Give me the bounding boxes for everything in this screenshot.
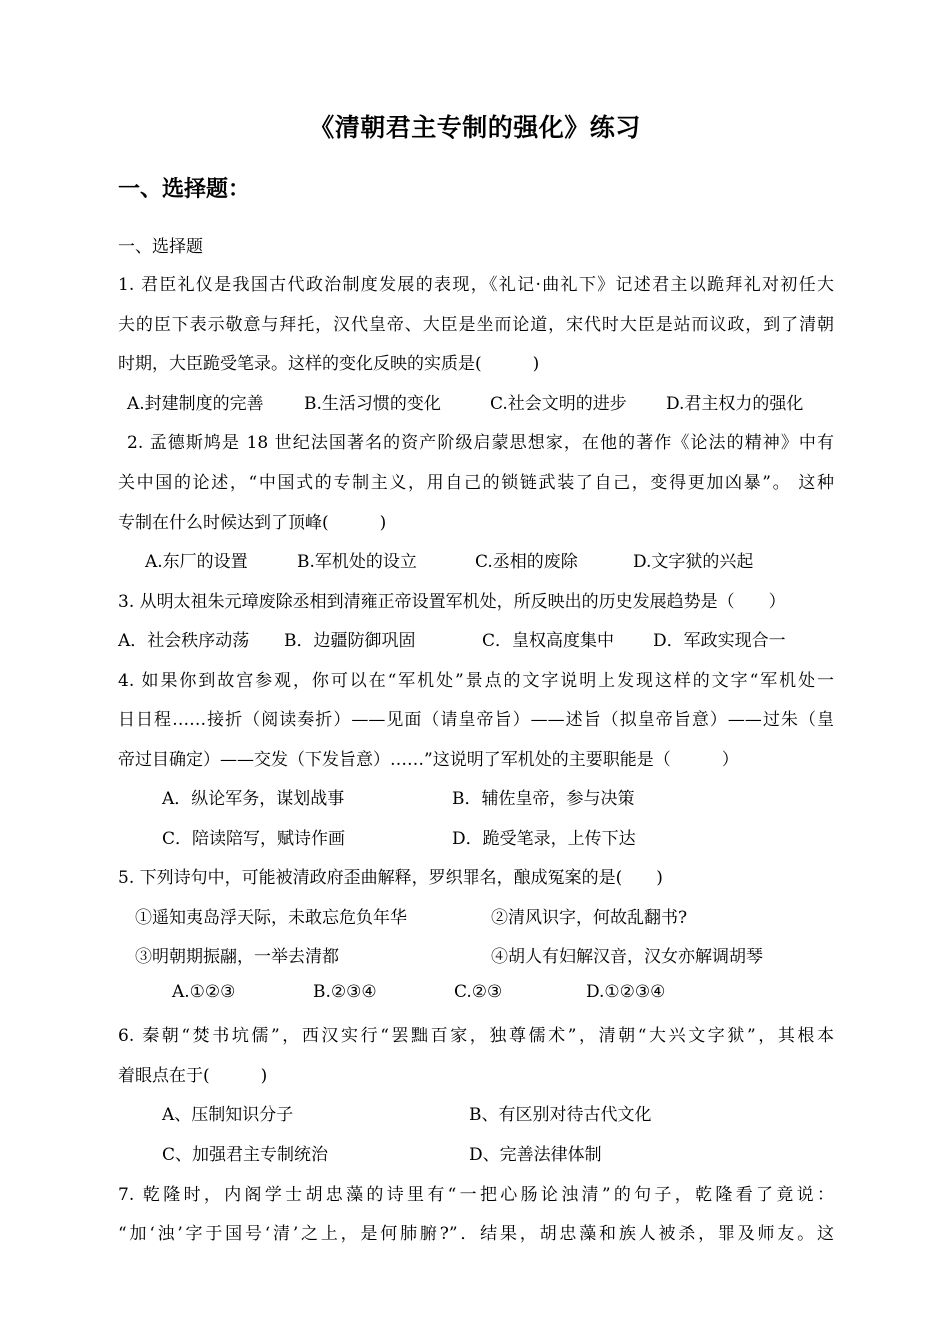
q4-line-2: 日日程……接折（阅读奏折）——见面（请皇帝旨）——述旨（拟皇帝旨意）——过朱（皇 bbox=[118, 710, 834, 730]
q6-line-1: 6. 秦朝“焚书坑儒”，西汉实行“罢黜百家，独尊儒术”，清朝“大兴文字狱”，其根本 bbox=[118, 1026, 834, 1046]
section-heading: 一、选择题： bbox=[118, 176, 251, 202]
q1-option-d: D.君主权力的强化 bbox=[666, 394, 804, 414]
q1-option-a: A.封建制度的完善 bbox=[127, 394, 264, 414]
q6-line-2: 着眼点在于( ) bbox=[118, 1066, 268, 1086]
q4-line-1: 4. 如果你到故宫参观，你可以在“军机处”景点的文字说明上发现这样的文字“军机处一 bbox=[118, 671, 834, 691]
page-title: 《清朝君主专制的强化》练习 bbox=[309, 113, 641, 142]
q3-option-c: C．皇权高度集中 bbox=[482, 631, 615, 651]
q5-option-b: B.②③④ bbox=[313, 982, 377, 1002]
q2-option-b: B.军机处的设立 bbox=[297, 552, 417, 572]
q5-poem-4: ④胡人有妇解汉音，汉女亦解调胡琴 bbox=[491, 947, 763, 967]
q2-option-a: A.东厂的设置 bbox=[145, 552, 248, 572]
sub-heading: 一、选择题 bbox=[118, 237, 203, 257]
q6-option-c: C、加强君主专制统治 bbox=[162, 1145, 329, 1165]
q5-line-1: 5. 下列诗句中，可能被清政府歪曲解释，罗织罪名，酿成冤案的是( ) bbox=[118, 868, 663, 888]
q2-line-1: 2. 孟德斯鸠是 18 世纪法国著名的资产阶级启蒙思想家，在他的著作《论法的精神》中有 bbox=[127, 433, 834, 453]
q2-option-d: D.文字狱的兴起 bbox=[633, 552, 754, 572]
q4-line-3: 帝过目确定）——交发（下发旨意）……”这说明了军机处的主要职能是（ ） bbox=[118, 750, 739, 770]
q2-line-3: 专制在什么时候达到了顶峰( ) bbox=[118, 513, 387, 533]
q1-option-c: C.社会文明的进步 bbox=[490, 394, 627, 414]
q3-option-d: D．军政实现合一 bbox=[653, 631, 786, 651]
q4-option-d: D．跪受笔录，上传下达 bbox=[452, 829, 636, 849]
q1-line-3: 时期，大臣跪受笔录。这样的变化反映的实质是( ) bbox=[118, 354, 540, 374]
q5-poem-2: ②清风识字，何故乱翻书? bbox=[491, 908, 688, 928]
q4-option-b: B．辅佐皇帝，参与决策 bbox=[452, 789, 635, 809]
q5-poem-3: ③明朝期振翮，一举去清都 bbox=[135, 947, 339, 967]
q1-line-1: 1. 君臣礼仪是我国古代政治制度发展的表现，《礼记·曲礼下》记述君主以跪拜礼对初任大 bbox=[118, 275, 834, 295]
q6-option-d: D、完善法律体制 bbox=[469, 1145, 602, 1165]
q7-line-2: “加‘浊’字于国号‘清’之上，是何肺腑?”．结果，胡忠藻和族人被杀，罪及师友。这 bbox=[118, 1224, 834, 1244]
q3-option-b: B．边疆防御巩固 bbox=[284, 631, 416, 651]
q5-option-d: D.①②③④ bbox=[586, 982, 666, 1002]
q5-option-a: A.①②③ bbox=[172, 982, 236, 1002]
q2-option-c: C.丞相的废除 bbox=[475, 552, 578, 572]
q4-option-c: C．陪读陪写，赋诗作画 bbox=[162, 829, 346, 849]
q6-option-b: B、有区别对待古代文化 bbox=[469, 1105, 652, 1125]
q3-option-a: A．社会秩序动荡 bbox=[118, 631, 250, 651]
q7-line-1: 7. 乾隆时，内阁学士胡忠藻的诗里有“一把心肠论浊清”的句子，乾隆看了竟说： bbox=[118, 1185, 834, 1205]
q1-line-2: 夫的臣下表示敬意与拜托，汉代皇帝、大臣是坐而论道，宋代时大臣是站而议政，到了清朝 bbox=[118, 315, 834, 335]
q5-poem-1: ①遥知夷岛浮天际，未敢忘危负年华 bbox=[135, 908, 407, 928]
q3-line-1: 3. 从明太祖朱元璋废除丞相到清雍正帝设置军机处，所反映出的历史发展趋势是（ ） bbox=[118, 592, 786, 612]
q1-option-b: B.生活习惯的变化 bbox=[304, 394, 441, 414]
q5-option-c: C.②③ bbox=[454, 982, 503, 1002]
q2-line-2: 关中国的论述，“中国式的专制主义，用自己的锁链武装了自己，变得更加凶暴”。 这种 bbox=[118, 473, 834, 493]
q4-option-a: A．纵论军务，谋划战事 bbox=[162, 789, 345, 809]
q6-option-a: A、压制知识分子 bbox=[162, 1105, 294, 1125]
